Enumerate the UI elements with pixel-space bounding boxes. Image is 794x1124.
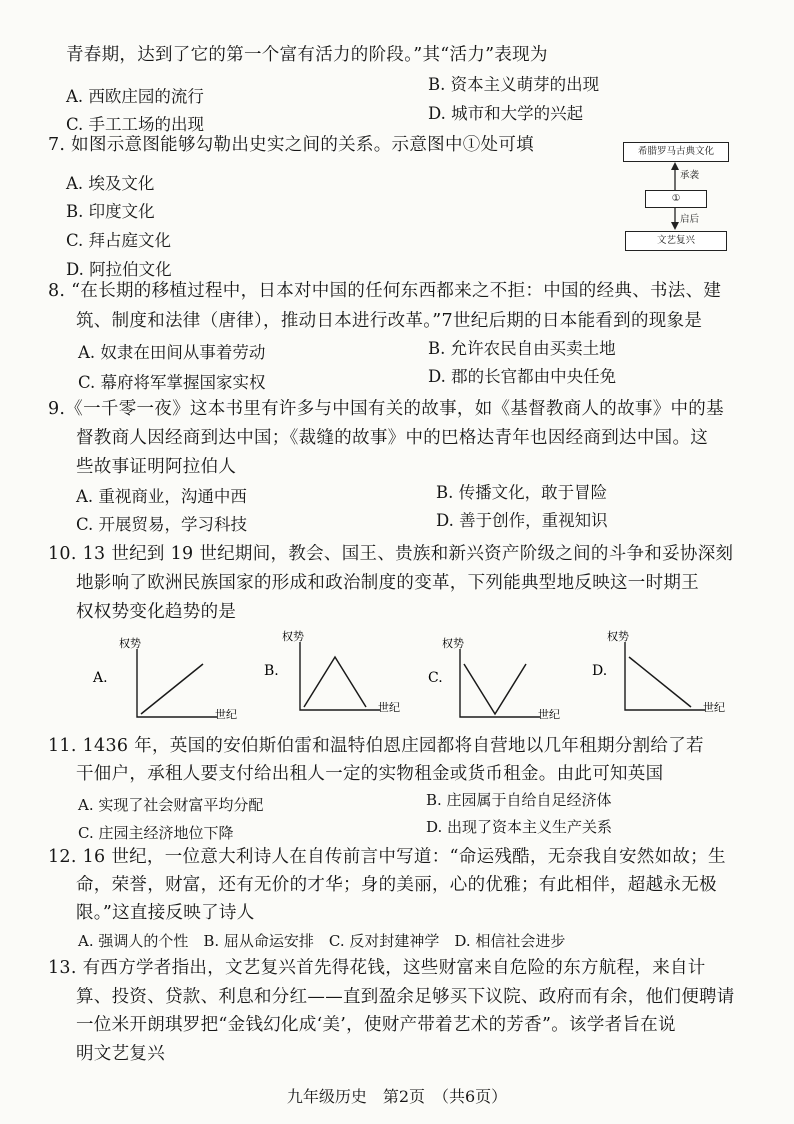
question-8-cont: 筑、制度和法律（唐律），推动日本进行改革。”7世纪后期的日本能看到的现象是	[76, 311, 703, 331]
option-a: A. 埃及文化	[66, 174, 155, 193]
chart-option-letter: D.	[592, 663, 608, 679]
option-a: A. 重视商业，沟通中西	[76, 487, 247, 506]
chart-ylabel: 权势	[282, 630, 304, 643]
diagram-bottom-box: 文艺复兴	[625, 231, 727, 251]
chart-option-letter: A.	[93, 670, 108, 686]
option-d: D. 阿拉伯文化	[66, 260, 172, 279]
question-13-cont: 一位米开朗琪罗把“金钱幻化成‘美’，使财产带着艺术的芳香”。该学者旨在说	[76, 1015, 676, 1035]
option-c: C. 手工工场的出现	[66, 115, 205, 134]
arrow-label-down: 启后	[680, 214, 700, 225]
question-10: 10. 13 世纪到 19 世纪期间，教会、国王、贵族和新兴资产阶级之间的斗争和妥协深刻	[48, 544, 734, 564]
option-d: D. 城市和大学的兴起	[428, 104, 584, 123]
option-c: C. 幕府将军掌握国家实权	[78, 373, 266, 392]
option-b: B. 传播文化，敢于冒险	[436, 483, 608, 502]
option-a: A. 奴隶在田间从事着劳动	[78, 343, 266, 362]
option-b: B. 印度文化	[66, 202, 155, 221]
question-12: 12. 16 世纪，一位意大利诗人在自传前言中写道：“命运残酷，无奈我自安然如故；生	[48, 847, 726, 867]
option-c: C. 拜占庭文化	[66, 231, 172, 250]
option-d: D. 出现了资本主义生产关系	[426, 818, 613, 836]
chart-xlabel: 世纪	[538, 708, 560, 721]
chart-trend-line	[629, 657, 691, 707]
chart-xlabel: 世纪	[215, 708, 237, 721]
option-d: D. 善于创作，重视知识	[436, 511, 608, 530]
question-11-cont: 干佃户，承租人要支付给出租人一定的实物租金或货币租金。由此可知英国	[76, 764, 664, 784]
chart-ylabel: 权势	[442, 637, 464, 650]
question-7: 7. 如图示意图能够勾勒出史实之间的关系。示意图中①处可填	[48, 135, 534, 155]
chart-ylabel: 权势	[607, 630, 629, 643]
question-8: 8. “在长期的移植过程中，日本对中国的任何东西都来之不拒：中国的经典、书法、建	[48, 281, 722, 301]
page-footer: 九年级历史 第2页 （共6页）	[286, 1087, 508, 1106]
chart-trend-line	[141, 664, 203, 714]
question-9: 9.《一千零一夜》这本书里有许多与中国有关的故事，如《基督教商人的故事》中的基	[48, 399, 724, 419]
chart-axes	[300, 642, 380, 710]
option-a: A. 实现了社会财富平均分配	[78, 796, 264, 814]
chart-axes	[625, 642, 705, 710]
diagram-top-box: 希腊罗马古典文化	[623, 142, 729, 162]
chart-ylabel: 权势	[119, 637, 141, 650]
question-13-cont: 明文艺复兴	[76, 1044, 165, 1064]
chart-xlabel: 世纪	[378, 701, 400, 714]
question-12-cont: 命，荣誉，财富，还有无价的才华；身的美丽，心的优雅；有此相伴，超越永无极	[76, 875, 717, 895]
option-a: A. 西欧庄园的流行	[66, 87, 204, 106]
option-d: D. 郡的长官都由中央任免	[428, 367, 617, 386]
question-10-cont: 地影响了欧洲民族国家的形成和政治制度的变革，下列能典型地反映这一时期王	[76, 573, 699, 593]
chart-option-letter: B.	[264, 663, 279, 679]
chart-option-letter: C.	[428, 670, 443, 686]
diagram-middle-box: ①	[645, 190, 707, 208]
question-9-cont: 督教商人因经商到达中国；《裁缝的故事》中的巴格达青年也因经商到达中国。这	[76, 428, 709, 448]
question-9-cont: 些故事证明阿拉伯人	[76, 457, 237, 477]
question-12-cont: 限。”这直接反映了诗人	[76, 903, 255, 923]
text-line: 青春期，达到了它的第一个富有活力的阶段。”其“活力”表现为	[66, 45, 548, 65]
question-12-options: A. 强调人的个性 B. 屈从命运安排 C. 反对封建神学 D. 相信社会进步	[78, 932, 566, 950]
option-b: B. 庄园属于自给自足经济体	[426, 791, 612, 809]
option-b: B. 允许农民自由买卖土地	[428, 339, 616, 358]
chart-xlabel: 世纪	[703, 701, 725, 714]
question-13: 13. 有西方学者指出，文艺复兴首先得花钱，这些财富来自危险的东方航程，来自计	[48, 958, 706, 978]
option-c: C. 庄园主经济地位下降	[78, 824, 234, 842]
arrow-label-up: 承袭	[680, 170, 700, 181]
chart-trend-line	[304, 657, 366, 707]
question-11: 11. 1436 年，英国的安伯斯伯雷和温特伯恩庄园都将自营地以几年租期分割给了若	[48, 736, 704, 756]
question-10-cont: 权权势变化趋势的是	[76, 602, 237, 622]
option-b: B. 资本主义萌芽的出现	[428, 75, 600, 94]
chart-svg	[0, 620, 794, 730]
option-c: C. 开展贸易，学习科技	[76, 515, 248, 534]
question-13-cont: 算、投资、贷款、利息和分红——直到盈余足够买下议院、政府而有余，他们便聘请	[76, 987, 735, 1007]
chart-trend-line	[464, 664, 526, 714]
